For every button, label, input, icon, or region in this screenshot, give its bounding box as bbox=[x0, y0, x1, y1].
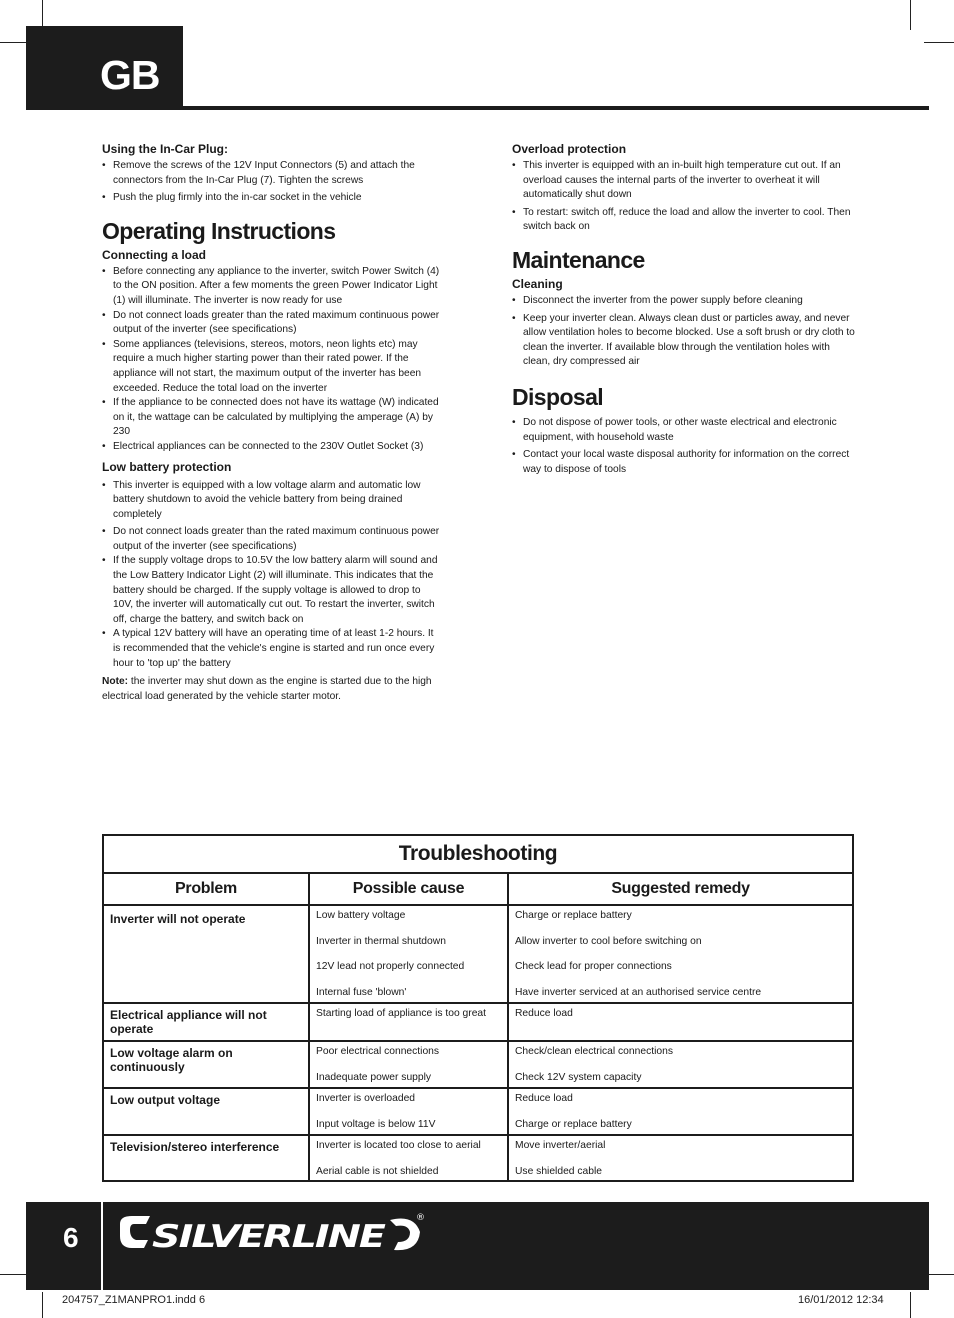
cause-item: Internal fuse 'blown' bbox=[316, 986, 407, 998]
cause-item: Aerial cable is not shielded bbox=[316, 1165, 439, 1177]
disposal-title: Disposal bbox=[512, 383, 604, 410]
troubleshooting-table bbox=[102, 834, 854, 1182]
crop-mark bbox=[910, 0, 911, 30]
remedy-item: Check/clean electrical connections bbox=[515, 1046, 673, 1057]
print-slug-date: 16/01/2012 12:34 bbox=[798, 1294, 884, 1306]
connecting-load-heading: Connecting a load bbox=[102, 247, 207, 262]
list-item: • This inverter is equipped with an in-built high temperature cut out. If an overload causes the internal parts of the inverter to overheat it will automatically shut down bbox=[512, 159, 857, 203]
remedy-item: Reduce load bbox=[515, 1093, 573, 1104]
low-battery-heading: Low battery protection bbox=[102, 459, 232, 474]
list-item: • Before connecting any appliance to the inverter, switch Power Switch (4) to the ON position. After a few moments the green Power Indicator Light (1) will illuminate. The inverter is now ready for use bbox=[102, 265, 442, 309]
overload-heading: Overload protection bbox=[512, 142, 627, 156]
note-text: the inverter may shut down as the engine is started due to the high electrical load generated by the vehicle starter motor. bbox=[102, 676, 432, 702]
list-item: • Keep your inverter clean. Always clean dust or particles away, and never allow ventilation holes to become blocked. Use a soft brush or dry cloth to clean the inverter. If available blow through the ventilation holes with clean, dry compressed air bbox=[512, 312, 857, 370]
cleaning-list bbox=[512, 294, 857, 370]
maintenance-title: Maintenance bbox=[512, 246, 645, 273]
table-row bbox=[104, 1042, 852, 1089]
remedy-item: Charge or replace battery bbox=[515, 1118, 632, 1130]
table-row bbox=[104, 906, 852, 1004]
in-car-plug-heading: Using the In-Car Plug: bbox=[102, 142, 228, 156]
cause-item: Input voltage is below 11V bbox=[316, 1118, 436, 1130]
cause-item: Inverter in thermal shutdown bbox=[316, 935, 446, 947]
brand-wordmark: SILVERLINE bbox=[152, 1219, 386, 1255]
remedy-item: Check 12V system capacity bbox=[515, 1071, 642, 1083]
list-item: • Some appliances (televisions, stereos, motors, neon lights etc) may require a much higher starting power than their rated power. If the appliance will not start, the maximum output of the inverter has been exceeded. Reduce the total load on the inverter bbox=[102, 338, 442, 396]
crop-mark bbox=[42, 1292, 43, 1318]
cause-item: Inadequate power supply bbox=[316, 1071, 432, 1083]
remedy-item: Allow inverter to cool before switching on bbox=[515, 935, 702, 947]
cause-cell bbox=[310, 1136, 509, 1182]
list-item: • A typical 12V battery will have an operating time of at least 1-2 hours. It is recommended that the vehicle's engine is started and run once every hour to 'top up' the battery bbox=[102, 627, 442, 671]
cleaning-heading: Cleaning bbox=[512, 276, 563, 291]
list-item: • This inverter is equipped with a low voltage alarm and automatic low battery shutdown to avoid the vehicle battery from being drained completely bbox=[102, 479, 442, 523]
cause-item: Low battery voltage bbox=[316, 910, 406, 921]
note-paragraph bbox=[102, 675, 442, 704]
cause-cell bbox=[310, 1042, 509, 1087]
table-row bbox=[104, 1136, 852, 1182]
crop-mark bbox=[924, 42, 954, 43]
list-item: • Do not connect loads greater than the rated maximum continuous power output of the inverter (see specifications) bbox=[102, 525, 442, 554]
left-column bbox=[102, 141, 442, 704]
problem-cell: Inverter will not operate bbox=[104, 906, 310, 1002]
overload-list bbox=[512, 159, 857, 235]
remedy-item: Have inverter serviced at an authorised service centre bbox=[515, 986, 762, 998]
low-battery-list bbox=[102, 479, 442, 672]
remedy-cell bbox=[509, 1089, 852, 1134]
cause-cell bbox=[310, 906, 509, 1002]
list-item: • Contact your local waste disposal authority for information on the correct way to dispose of tools bbox=[512, 448, 857, 477]
problem-cell: Electrical appliance will not operate bbox=[104, 1004, 310, 1040]
remedy-item: Use shielded cable bbox=[515, 1165, 603, 1177]
cause-cell bbox=[310, 1004, 509, 1040]
remedy-cell bbox=[509, 906, 852, 1002]
cause-item: Inverter is overloaded bbox=[316, 1093, 416, 1104]
remedy-item: Charge or replace battery bbox=[515, 910, 632, 921]
list-item: • If the appliance to be connected does not have its wattage (W) indicated on it, the wattage can be calculated by multiplying the amperage (A) by 230 bbox=[102, 396, 442, 440]
in-car-plug-list bbox=[102, 159, 442, 206]
connecting-load-list bbox=[102, 265, 442, 455]
troubleshooting-title: Troubleshooting bbox=[104, 836, 852, 874]
table-header-row bbox=[104, 874, 852, 906]
problem-cell: Television/stereo interference bbox=[104, 1136, 310, 1182]
header-rule bbox=[26, 106, 929, 110]
disposal-list bbox=[512, 416, 857, 477]
silverline-logo bbox=[118, 1210, 428, 1258]
list-item: • Remove the screws of the 12V Input Connectors (5) and attach the connectors from the In-Car Plug (7). Tighten the screws bbox=[102, 159, 442, 188]
problem-cell: Low output voltage bbox=[104, 1089, 310, 1134]
list-item: • Do not dispose of power tools, or other waste electrical and electronic equipment, with household waste bbox=[512, 416, 857, 445]
table-row bbox=[104, 1089, 852, 1136]
remedy-cell bbox=[509, 1004, 852, 1040]
print-slug-file: 204757_Z1MANPRO1.indd 6 bbox=[62, 1294, 206, 1306]
page-number: 6 bbox=[63, 1222, 79, 1253]
list-item: • Disconnect the inverter from the power supply before cleaning bbox=[512, 294, 857, 309]
cause-item: Poor electrical connections bbox=[316, 1046, 440, 1057]
list-item: • If the supply voltage drops to 10.5V the low battery alarm will sound and the Low Battery Indicator Light (2) will illuminate. This indicates that the battery should be charged. If the supply voltage is allowed to drop to 10V, the inverter will automatically cut out. To restart the inverter, switch off, charge the battery, and switch back on bbox=[102, 554, 442, 627]
note-label: Note: bbox=[102, 676, 129, 688]
right-column bbox=[512, 141, 857, 477]
cause-cell bbox=[310, 1089, 509, 1134]
list-item: • Electrical appliances can be connected to the 230V Outlet Socket (3) bbox=[102, 440, 442, 455]
column-header-problem: Problem bbox=[104, 874, 310, 904]
operating-instructions-title: Operating Instructions bbox=[102, 217, 336, 244]
footer-divider bbox=[101, 1202, 103, 1290]
list-item: • To restart: switch off, reduce the load and allow the inverter to cool. Then switch back on bbox=[512, 206, 857, 235]
cause-item: Inverter is located too close to aerial bbox=[316, 1140, 481, 1151]
column-header-cause: Possible cause bbox=[310, 874, 509, 904]
problem-cell: Low voltage alarm on continuously bbox=[104, 1042, 310, 1087]
remedy-cell bbox=[509, 1136, 852, 1182]
cause-item: 12V lead not properly connected bbox=[316, 961, 465, 972]
remedy-item: Check lead for proper connections bbox=[515, 961, 672, 972]
remedy-cell bbox=[509, 1042, 852, 1087]
cause-item: Starting load of appliance is too great bbox=[316, 1008, 487, 1019]
list-item: • Do not connect loads greater than the rated maximum continuous power output of the inverter (see specifications) bbox=[102, 309, 442, 338]
remedy-item: Reduce load bbox=[515, 1008, 573, 1019]
table-row bbox=[104, 1004, 852, 1042]
registered-mark: ® bbox=[416, 1213, 425, 1223]
language-code: GB bbox=[100, 52, 160, 98]
crop-mark bbox=[910, 1292, 911, 1318]
column-header-remedy: Suggested remedy bbox=[611, 880, 750, 897]
remedy-item: Move inverter/aerial bbox=[515, 1140, 606, 1151]
list-item: • Push the plug firmly into the in-car socket in the vehicle bbox=[102, 191, 442, 206]
